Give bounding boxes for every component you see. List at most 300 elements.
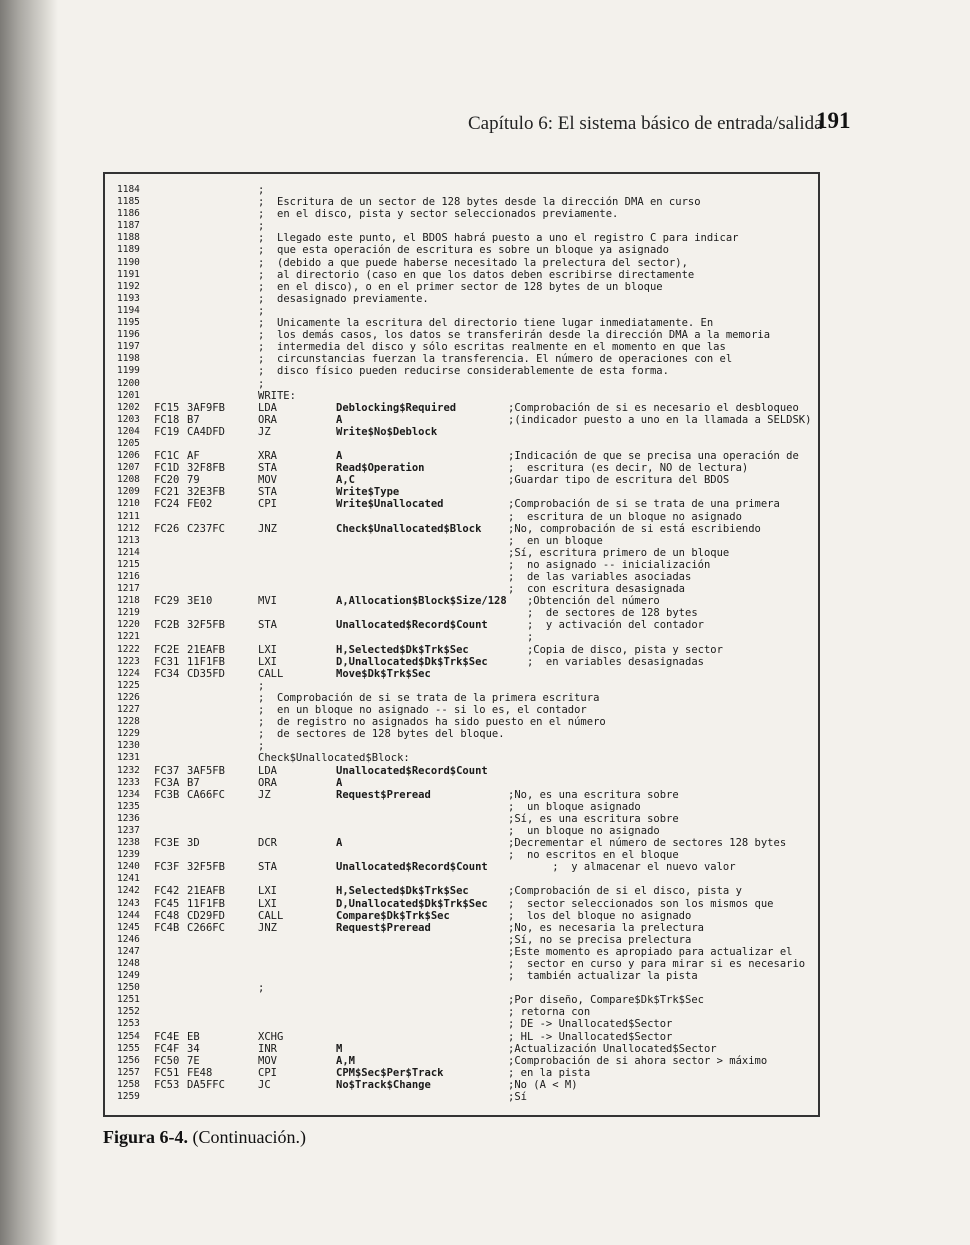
object-code: AF bbox=[187, 450, 200, 463]
listing-line bbox=[117, 208, 817, 220]
listing-line bbox=[117, 607, 817, 619]
object-code: 3D bbox=[187, 837, 200, 850]
comment-text: intermedia del disco y sólo escritas realmente en el momento en que las bbox=[277, 341, 726, 354]
opcode: CPI bbox=[258, 498, 277, 511]
inline-comment: ; en la pista bbox=[508, 1066, 591, 1079]
opcode: LDA bbox=[258, 401, 277, 414]
address: FC21 bbox=[154, 486, 180, 499]
line-number: 1187 bbox=[117, 220, 140, 232]
inline-comment: ;Sí, escritura primero de un bloque bbox=[508, 546, 730, 559]
address: FC2E bbox=[154, 643, 180, 656]
opcode: INR bbox=[258, 1042, 277, 1055]
object-code: 32F8FB bbox=[187, 462, 225, 475]
inline-comment: ;Sí bbox=[508, 1091, 527, 1104]
listing-line bbox=[117, 535, 817, 547]
listing-line bbox=[117, 390, 817, 402]
line-number: 1201 bbox=[117, 389, 140, 401]
listing-line bbox=[117, 922, 817, 934]
listing-line bbox=[117, 898, 817, 910]
listing-line bbox=[117, 365, 817, 377]
line-number: 1198 bbox=[117, 353, 140, 365]
line-number: 1250 bbox=[117, 982, 140, 994]
line-number: 1188 bbox=[117, 232, 140, 244]
address: FC42 bbox=[154, 885, 180, 898]
address: FC37 bbox=[154, 764, 180, 777]
line-number: 1230 bbox=[117, 740, 140, 752]
opcode: LXI bbox=[258, 885, 277, 898]
line-number: 1259 bbox=[117, 1091, 140, 1103]
operand: H,Selected$Dk$Trk$Sec bbox=[336, 885, 469, 898]
listing-line bbox=[117, 752, 817, 764]
comment-marker: ; bbox=[258, 280, 265, 293]
line-number: 1209 bbox=[117, 486, 140, 498]
code-listing bbox=[117, 184, 817, 1103]
opcode: JC bbox=[258, 1078, 271, 1091]
listing-line bbox=[117, 220, 817, 232]
inline-comment: ; no asignado -- inicialización bbox=[508, 558, 711, 571]
operand: Write$No$Deblock bbox=[336, 425, 438, 438]
line-number: 1207 bbox=[117, 462, 140, 474]
listing-line bbox=[117, 631, 817, 643]
comment-text: en el disco, pista y sector seleccionados previamente. bbox=[277, 208, 619, 221]
operand: Read$Operation bbox=[336, 462, 425, 475]
opcode: CALL bbox=[258, 909, 284, 922]
comment-text: circunstancias fuerzan la transferencia. El número de operaciones con el bbox=[277, 353, 733, 366]
line-number: 1217 bbox=[117, 583, 140, 595]
code-label: WRITE: bbox=[258, 389, 296, 402]
operand: A,Allocation$Block$Size/128 bbox=[336, 595, 507, 608]
comment-marker: ; bbox=[258, 292, 265, 305]
line-number: 1218 bbox=[117, 595, 140, 607]
chapter-title: Capítulo 6: El sistema básico de entrada/salida bbox=[468, 113, 823, 134]
line-number: 1254 bbox=[117, 1030, 140, 1042]
object-code: 32F5FB bbox=[187, 619, 225, 632]
address: FC19 bbox=[154, 425, 180, 438]
comment-text: Escritura de un sector de 128 bytes desde la dirección DMA en curso bbox=[277, 196, 701, 209]
listing-line bbox=[117, 378, 817, 390]
inline-comment: ;Obtención del número bbox=[508, 595, 660, 608]
operand: CPM$Sec$Per$Track bbox=[336, 1066, 444, 1079]
listing-line bbox=[117, 486, 817, 498]
inline-comment: ;(indicador puesto a uno en la llamada a SELDSK) bbox=[508, 413, 812, 426]
comment-text: en el disco), o en el primer sector de 128 bytes de un bloque bbox=[277, 280, 663, 293]
operand: D,Unallocated$Dk$Trk$Sec bbox=[336, 897, 488, 910]
object-code: CA4DFD bbox=[187, 425, 225, 438]
operand: Move$Dk$Trk$Sec bbox=[336, 667, 431, 680]
listing-line bbox=[117, 571, 817, 583]
line-number: 1245 bbox=[117, 921, 140, 933]
object-code: C237FC bbox=[187, 522, 225, 535]
comment-marker: ; bbox=[258, 691, 265, 704]
listing-line bbox=[117, 498, 817, 510]
line-number: 1243 bbox=[117, 897, 140, 909]
opcode: LDA bbox=[258, 764, 277, 777]
object-code: 3AF5FB bbox=[187, 764, 225, 777]
line-number: 1216 bbox=[117, 571, 140, 582]
line-number: 1220 bbox=[117, 619, 140, 631]
comment-marker: ; bbox=[258, 716, 265, 729]
comment-marker: ; bbox=[258, 317, 265, 330]
listing-line bbox=[117, 1018, 817, 1030]
address: FC29 bbox=[154, 595, 180, 608]
line-number: 1238 bbox=[117, 837, 140, 849]
inline-comment: ;Comprobación de si el disco, pista y bbox=[508, 885, 742, 898]
listing-line bbox=[117, 946, 817, 958]
line-number: 1211 bbox=[117, 510, 140, 522]
line-number: 1189 bbox=[117, 244, 140, 256]
listing-line bbox=[117, 837, 817, 849]
address: FC3F bbox=[154, 861, 180, 874]
object-code: 11F1FB bbox=[187, 897, 225, 910]
operand: D,Unallocated$Dk$Trk$Sec bbox=[336, 655, 488, 668]
address: FC2B bbox=[154, 619, 180, 632]
page-number: 191 bbox=[816, 108, 851, 133]
listing-line bbox=[117, 656, 817, 668]
inline-comment: ; los del bloque no asignado bbox=[508, 909, 692, 922]
operand: Request$Preread bbox=[336, 921, 431, 934]
operand: No$Track$Change bbox=[336, 1078, 431, 1091]
line-number: 1215 bbox=[117, 558, 140, 570]
line-number: 1258 bbox=[117, 1078, 140, 1090]
listing-line bbox=[117, 1031, 817, 1043]
line-number: 1205 bbox=[117, 437, 140, 449]
listing-line bbox=[117, 644, 817, 656]
listing-line bbox=[117, 885, 817, 897]
address: FC4E bbox=[154, 1030, 180, 1043]
address: FC26 bbox=[154, 522, 180, 535]
comment-text: disco físico pueden reducirse considerablemente de esta forma. bbox=[277, 365, 669, 378]
comment-marker: ; bbox=[258, 208, 265, 221]
comment-marker: ; bbox=[258, 728, 265, 741]
operand: Write$Unallocated bbox=[336, 498, 444, 511]
inline-comment: ; un bloque asignado bbox=[508, 800, 641, 813]
operand: A,M bbox=[336, 1054, 355, 1067]
address: FC51 bbox=[154, 1066, 180, 1079]
operand: M bbox=[336, 1042, 343, 1055]
line-number: 1257 bbox=[117, 1066, 140, 1078]
line-number: 1184 bbox=[117, 184, 140, 195]
address: FC34 bbox=[154, 667, 180, 680]
operand: Unallocated$Record$Count bbox=[336, 619, 488, 632]
listing-line bbox=[117, 813, 817, 825]
line-number: 1191 bbox=[117, 268, 140, 280]
listing-line bbox=[117, 994, 817, 1006]
listing-line bbox=[117, 184, 817, 196]
comment-marker: ; bbox=[258, 740, 265, 753]
line-number: 1247 bbox=[117, 945, 140, 957]
object-code: 11F1FB bbox=[187, 655, 225, 668]
figure-caption-text: (Continuación.) bbox=[188, 1127, 306, 1147]
address: FC53 bbox=[154, 1078, 180, 1091]
listing-line bbox=[117, 873, 817, 885]
line-number: 1202 bbox=[117, 401, 140, 413]
object-code: C266FC bbox=[187, 921, 225, 934]
line-number: 1255 bbox=[117, 1042, 140, 1054]
inline-comment: ; de sectores de 128 bytes bbox=[508, 607, 698, 620]
comment-marker: ; bbox=[258, 679, 265, 692]
object-code: EB bbox=[187, 1030, 200, 1043]
listing-line bbox=[117, 293, 817, 305]
listing-line bbox=[117, 1091, 817, 1103]
inline-comment: ; y almacenar el nuevo valor bbox=[508, 861, 736, 874]
line-number: 1212 bbox=[117, 522, 140, 534]
inline-comment: ;No, comprobación de si está escribiendo bbox=[508, 522, 761, 535]
line-number: 1249 bbox=[117, 970, 140, 982]
comment-text: Comprobación de si se trata de la primera escritura bbox=[277, 691, 600, 704]
listing-line bbox=[117, 341, 817, 353]
listing-line bbox=[117, 740, 817, 752]
listing-line bbox=[117, 244, 817, 256]
inline-comment: ;No, es necesaria la prelectura bbox=[508, 921, 704, 934]
inline-comment: ;Copia de disco, pista y sector bbox=[508, 643, 723, 656]
comment-text: al directorio (caso en que los datos deben escribirse directamente bbox=[277, 268, 695, 281]
line-number: 1231 bbox=[117, 752, 140, 764]
inline-comment: ; de las variables asociadas bbox=[508, 571, 692, 583]
line-number: 1235 bbox=[117, 800, 140, 812]
page-header bbox=[0, 108, 970, 138]
inline-comment: ; sector en curso y para mirar si es necesario bbox=[508, 958, 806, 970]
operand: Unallocated$Record$Count bbox=[336, 861, 488, 874]
comment-marker: ; bbox=[258, 377, 265, 390]
inline-comment: ; DE -> Unallocated$Sector bbox=[508, 1018, 673, 1031]
comment-marker: ; bbox=[258, 256, 265, 269]
listing-line bbox=[117, 619, 817, 631]
address: FC3B bbox=[154, 788, 180, 801]
line-number: 1219 bbox=[117, 607, 140, 619]
line-number: 1214 bbox=[117, 546, 140, 558]
opcode: XCHG bbox=[258, 1030, 284, 1043]
object-code: B7 bbox=[187, 413, 200, 426]
object-code: DA5FFC bbox=[187, 1078, 225, 1091]
comment-marker: ; bbox=[258, 329, 265, 342]
object-code: FE48 bbox=[187, 1066, 213, 1079]
object-code: CA66FC bbox=[187, 788, 225, 801]
operand: Deblocking$Required bbox=[336, 401, 457, 414]
line-number: 1244 bbox=[117, 909, 140, 921]
address: FC50 bbox=[154, 1054, 180, 1067]
comment-marker: ; bbox=[258, 341, 265, 354]
address: FC15 bbox=[154, 401, 180, 414]
opcode: JZ bbox=[258, 425, 271, 438]
line-number: 1190 bbox=[117, 256, 140, 268]
opcode: LXI bbox=[258, 643, 277, 656]
listing-line bbox=[117, 970, 817, 982]
comment-text: en un bloque no asignado -- si lo es, el contador bbox=[277, 704, 587, 717]
listing-line bbox=[117, 789, 817, 801]
line-number: 1237 bbox=[117, 824, 140, 836]
listing-line bbox=[117, 414, 817, 426]
inline-comment: ;Comprobación de si es necesario el desbloqueo bbox=[508, 401, 799, 414]
inline-comment: ;Este momento es apropiado para actualizar el bbox=[508, 945, 793, 958]
address: FC45 bbox=[154, 897, 180, 910]
listing-line bbox=[117, 801, 817, 813]
comment-marker: ; bbox=[258, 220, 265, 233]
listing-line bbox=[117, 692, 817, 704]
listing-line bbox=[117, 329, 817, 341]
inline-comment: ;No, es una escritura sobre bbox=[508, 788, 679, 801]
line-number: 1221 bbox=[117, 631, 140, 643]
opcode: STA bbox=[258, 619, 277, 632]
inline-comment: ; un bloque no asignado bbox=[508, 824, 660, 837]
line-number: 1256 bbox=[117, 1054, 140, 1066]
operand: A bbox=[336, 413, 343, 426]
line-number: 1199 bbox=[117, 365, 140, 377]
listing-line bbox=[117, 1043, 817, 1055]
address: FC4B bbox=[154, 921, 180, 934]
line-number: 1213 bbox=[117, 534, 140, 546]
object-code: 21EAFB bbox=[187, 885, 225, 898]
object-code: FE02 bbox=[187, 498, 213, 511]
object-code: 79 bbox=[187, 474, 200, 487]
figure-caption bbox=[103, 1127, 306, 1148]
comment-marker: ; bbox=[258, 704, 265, 717]
line-number: 1236 bbox=[117, 812, 140, 824]
inline-comment: ; en un bloque bbox=[508, 534, 603, 547]
comment-marker: ; bbox=[258, 196, 265, 209]
operand: H,Selected$Dk$Trk$Sec bbox=[336, 643, 469, 656]
line-number: 1200 bbox=[117, 377, 140, 389]
opcode: ORA bbox=[258, 776, 277, 789]
line-number: 1248 bbox=[117, 958, 140, 969]
line-number: 1233 bbox=[117, 776, 140, 788]
line-number: 1227 bbox=[117, 704, 140, 716]
inline-comment: ;Actualización Unallocated$Sector bbox=[508, 1042, 717, 1055]
line-number: 1241 bbox=[117, 873, 140, 885]
comment-text: (debido a que puede haberse necesitado la prelectura del sector), bbox=[277, 256, 688, 269]
listing-line bbox=[117, 269, 817, 281]
inline-comment: ;Decrementar el número de sectores 128 bytes bbox=[508, 837, 787, 850]
inline-comment: ; HL -> Unallocated$Sector bbox=[508, 1030, 673, 1043]
object-code: 34 bbox=[187, 1042, 200, 1055]
operand: Check$Unallocated$Block bbox=[336, 522, 482, 535]
comment-text: Unicamente la escritura del directorio tiene lugar inmediatamente. En bbox=[277, 317, 714, 330]
listing-line bbox=[117, 728, 817, 740]
object-code: B7 bbox=[187, 776, 200, 789]
listing-line bbox=[117, 511, 817, 523]
comment-marker: ; bbox=[258, 353, 265, 366]
inline-comment: ; sector seleccionados son los mismos que bbox=[508, 897, 774, 910]
line-number: 1239 bbox=[117, 849, 140, 861]
object-code: 3E10 bbox=[187, 595, 213, 608]
comment-marker: ; bbox=[258, 232, 265, 245]
listing-line bbox=[117, 196, 817, 208]
listing-line bbox=[117, 1055, 817, 1067]
inline-comment: ;No (A < M) bbox=[508, 1078, 578, 1091]
listing-line bbox=[117, 1006, 817, 1018]
inline-comment: ; escritura de un bloque no asignado bbox=[508, 510, 742, 523]
address: FC24 bbox=[154, 498, 180, 511]
listing-line bbox=[117, 438, 817, 450]
listing-line bbox=[117, 716, 817, 728]
listing-line bbox=[117, 595, 817, 607]
line-number: 1228 bbox=[117, 716, 140, 728]
inline-comment: ;Por diseño, Compare$Dk$Trk$Sec bbox=[508, 994, 704, 1007]
line-number: 1253 bbox=[117, 1018, 140, 1030]
line-number: 1224 bbox=[117, 667, 140, 679]
listing-line bbox=[117, 474, 817, 486]
line-number: 1206 bbox=[117, 450, 140, 462]
line-number: 1251 bbox=[117, 994, 140, 1006]
line-number: 1240 bbox=[117, 861, 140, 873]
opcode: CALL bbox=[258, 667, 284, 680]
comment-text: desasignado previamente. bbox=[277, 292, 429, 305]
line-number: 1204 bbox=[117, 425, 140, 437]
inline-comment: ; bbox=[508, 631, 534, 644]
operand: Write$Type bbox=[336, 486, 400, 499]
line-number: 1194 bbox=[117, 304, 140, 316]
listing-line bbox=[117, 305, 817, 317]
line-number: 1185 bbox=[117, 196, 140, 208]
operand: Unallocated$Record$Count bbox=[336, 764, 488, 777]
listing-line bbox=[117, 523, 817, 535]
operand: Compare$Dk$Trk$Sec bbox=[336, 909, 450, 922]
opcode: STA bbox=[258, 462, 277, 475]
comment-text: los demás casos, los datos se transferirán desde la dirección DMA a la memoria bbox=[277, 329, 771, 342]
opcode: JNZ bbox=[258, 522, 277, 535]
listing-line bbox=[117, 910, 817, 922]
address: FC18 bbox=[154, 413, 180, 426]
listing-line bbox=[117, 934, 817, 946]
listing-line bbox=[117, 982, 817, 994]
inline-comment: ; y activación del contador bbox=[508, 619, 704, 632]
line-number: 1196 bbox=[117, 329, 140, 341]
opcode: JNZ bbox=[258, 921, 277, 934]
listing-line bbox=[117, 668, 817, 680]
comment-text: que esta operación de escritura es sobre un bloque ya asignado bbox=[277, 244, 669, 257]
address: FC4F bbox=[154, 1042, 180, 1055]
address: FC31 bbox=[154, 655, 180, 668]
opcode: MOV bbox=[258, 1054, 277, 1067]
listing-line bbox=[117, 317, 817, 329]
opcode: JZ bbox=[258, 788, 271, 801]
inline-comment: ; no escritos en el bloque bbox=[508, 849, 679, 862]
line-number: 1223 bbox=[117, 655, 140, 667]
inline-comment: ; escritura (es decir, NO de lectura) bbox=[508, 462, 749, 475]
line-number: 1203 bbox=[117, 413, 140, 425]
object-code: CD35FD bbox=[187, 667, 225, 680]
address: FC48 bbox=[154, 909, 180, 922]
listing-line bbox=[117, 765, 817, 777]
comment-text: de sectores de 128 bytes del bloque. bbox=[277, 728, 505, 741]
line-number: 1242 bbox=[117, 885, 140, 897]
object-code: CD29FD bbox=[187, 909, 225, 922]
opcode: LXI bbox=[258, 897, 277, 910]
inline-comment: ;Comprobación de si se trata de una primera bbox=[508, 498, 780, 511]
listing-line bbox=[117, 777, 817, 789]
object-code: 32F5FB bbox=[187, 861, 225, 874]
address: FC1D bbox=[154, 462, 180, 475]
opcode: CPI bbox=[258, 1066, 277, 1079]
inline-comment: ;Sí, no se precisa prelectura bbox=[508, 933, 692, 946]
listing-line bbox=[117, 281, 817, 293]
line-number: 1229 bbox=[117, 728, 140, 740]
comment-marker: ; bbox=[258, 982, 265, 995]
listing-line bbox=[117, 825, 817, 837]
inline-comment: ; con escritura desasignada bbox=[508, 583, 686, 596]
listing-line bbox=[117, 402, 817, 414]
opcode: MOV bbox=[258, 474, 277, 487]
line-number: 1226 bbox=[117, 691, 140, 703]
listing-line bbox=[117, 583, 817, 595]
listing-line bbox=[117, 559, 817, 571]
line-number: 1197 bbox=[117, 341, 140, 353]
object-code: 3AF9FB bbox=[187, 401, 225, 414]
line-number: 1232 bbox=[117, 764, 140, 776]
comment-marker: ; bbox=[258, 365, 265, 378]
comment-marker: ; bbox=[258, 184, 265, 196]
comment-text: de registro no asignados ha sido puesto en el número bbox=[277, 716, 606, 729]
listing-line bbox=[117, 1079, 817, 1091]
